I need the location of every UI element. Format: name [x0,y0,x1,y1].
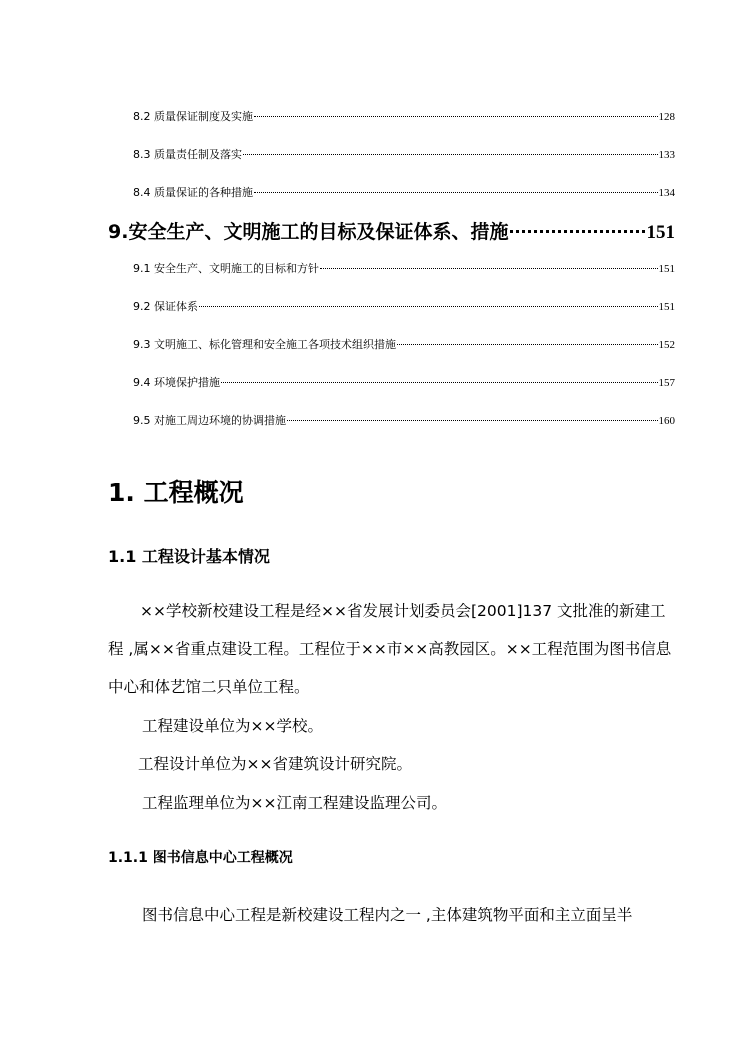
toc-item-label: 9.4 环境保护措施 [133,376,220,389]
toc-item-page: 151 [658,301,675,313]
owner-line: 工程建设单位为××学校。 [142,717,323,735]
toc-item-label: 9.3 文明施工、标化管理和安全施工各项技术组织措施 [133,338,396,351]
toc-major-item[interactable] [108,220,675,245]
toc-item-page: 128 [658,111,675,123]
toc-item-label: 9.5 对施工周边环境的协调措施 [133,414,286,427]
toc-item[interactable] [133,338,675,352]
toc-item-page: 157 [658,377,675,389]
toc-item-page: 133 [658,149,675,161]
toc-item-label: 8.3 质量责任制及落实 [133,148,242,161]
toc-item[interactable] [133,414,675,428]
designer-line: 工程设计单位为××省建筑设计研究院。 [138,755,412,773]
toc-item[interactable] [133,110,675,124]
toc-leader-dots [320,268,658,269]
toc-item-page: 160 [658,415,675,427]
toc-leader-dots [510,230,644,233]
subsection-heading: 1.1.1 图书信息中心工程概况 [108,850,293,866]
toc-leader-dots [199,306,658,307]
toc-item-label: 8.2 质量保证制度及实施 [133,110,253,123]
toc-major-label: 9.安全生产、文明施工的目标及保证体系、措施 [108,221,509,243]
toc-leader-dots [221,382,658,383]
supervisor-line: 工程监理单位为××江南工程建设监理公司。 [142,794,447,812]
toc-item-page: 151 [658,263,675,275]
toc-item[interactable] [133,186,675,200]
toc-item-label: 9.1 安全生产、文明施工的目标和方针 [133,262,319,275]
toc-item-page: 152 [658,339,675,351]
toc-leader-dots [254,192,658,193]
toc-item[interactable] [133,262,675,276]
toc-item[interactable] [133,376,675,390]
paragraph-line: 图书信息中心工程是新校建设工程内之一 ,主体建筑物平面和主立面呈半 [142,906,633,924]
paragraph-line: 程 ,属××省重点建设工程。工程位于××市××高教园区。××工程范围为图书信息 [108,640,672,658]
toc-leader-dots [254,116,658,117]
toc-item[interactable] [133,148,675,162]
toc-leader-dots [243,154,658,155]
section-heading: 1.1 工程设计基本情况 [108,547,270,566]
paragraph-line: 中心和体艺馆二只单位工程。 [108,678,310,696]
chapter-heading: 1. 工程概况 [108,478,244,507]
paragraph-line: ××学校新校建设工程是经××省发展计划委员会[2001]137 文批准的新建工 [140,602,666,620]
toc-major-page: 151 [646,222,675,243]
toc-item-label: 8.4 质量保证的各种措施 [133,186,253,199]
toc-leader-dots [287,420,658,421]
toc-item-page: 134 [658,187,675,199]
toc-item[interactable] [133,300,675,314]
toc-leader-dots [397,344,658,345]
toc-item-label: 9.2 保证体系 [133,300,198,313]
